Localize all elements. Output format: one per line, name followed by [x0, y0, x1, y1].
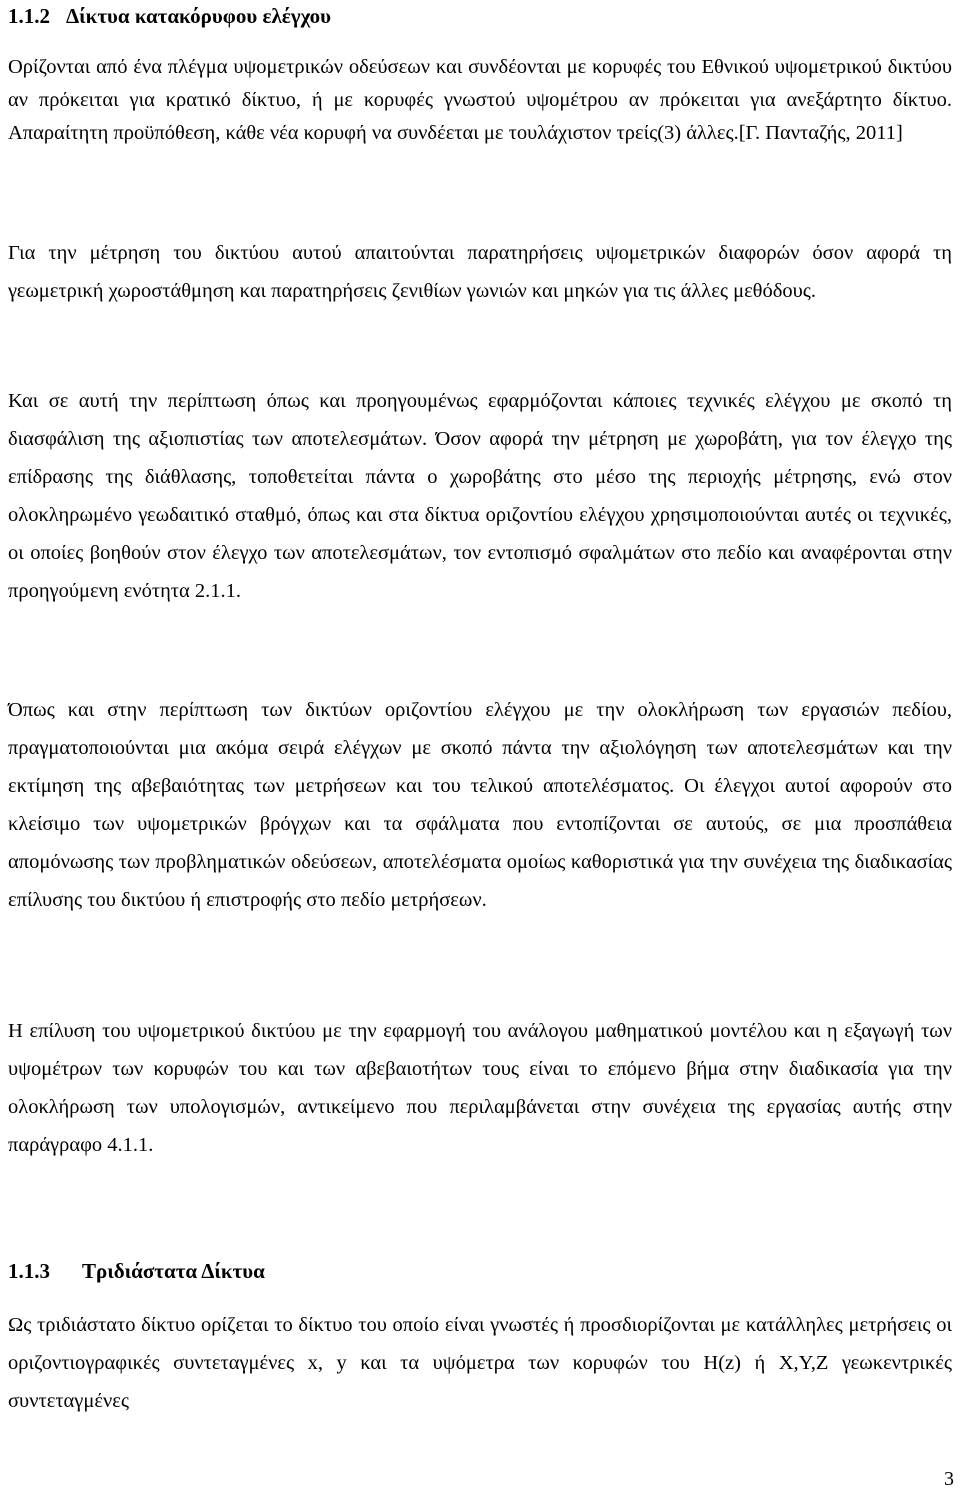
- section-title: Τριδιάστατα Δίκτυα: [82, 1259, 265, 1283]
- section-heading-1-1-2: [8, 2, 331, 30]
- paragraph-adjustment: Η επίλυση του υψομετρικού δικτύου με την εφαρμογή του ανάλογου μαθηματικού μοντέλου και η εξαγωγή των υψομέτρων των κορυφών του και των αβεβαιοτήτων τους είναι το επόμενο βήμα στην διαδικασία για την ολοκλήρωση των υπολογισμών, αντικείμενο που περιλαμβάνεται στην συνέχεια της εργασίας αυτής στην παράγραφο 4.1.1.: [8, 1020, 952, 1156]
- paragraph-measurements: Για την μέτρηση του δικτύου αυτού απαιτούνται παρατηρήσεις υψομετρικών διαφορών όσον αφορά τη γεωμετρική χωροστάθμηση και παρατηρήσεις ζενιθίων γωνιών και μηκών για τις άλλες μεθόδους.: [8, 242, 952, 302]
- section-heading-1-1-3: [8, 1257, 265, 1285]
- section-title: Δίκτυα κατακόρυφου ελέγχου: [66, 4, 332, 28]
- section-number: 1.1.2: [8, 4, 50, 28]
- paragraph-definition: Ορίζονται από ένα πλέγμα υψομετρικών οδεύσεων και συνδέονται με κορυφές του Εθνικού υψομετρικού δικτύου αν πρόκειται για κρατικό δίκτυο, ή με κορυφές γνωστού υψομέτρου αν πρόκειται για ανεξάρτητο δίκτυο. Απαραίτητη προϋπόθεση, κάθε νέα κορυφή να συνδέεται με τουλάχιστον τρείς(3) άλλες.[Γ. Πανταζής, 2011]: [8, 56, 952, 144]
- paragraph-3d-network: Ως τριδιάστατο δίκτυο ορίζεται το δίκτυο του οποίο είναι γνωστές ή προσδιορίζονται με κατάλληλες μετρήσεις οι οριζοντιογραφικές συντεταγμένες x, y και τα υψόμετρα των κορυφών του H(z) ή X,Y,Z γεωκεντρικές συντεταγμένες: [8, 1314, 952, 1412]
- paragraph-checks: Όπως και στην περίπτωση των δικτύων οριζοντίου ελέγχου με την ολοκλήρωση των εργασιών πεδίου, πραγματοποιούνται μια ακόμα σειρά ελέγχων με σκοπό πάντα την αξιολόγηση των αποτελεσμάτων και την εκτίμηση της αβεβαιότητας των μετρήσεων και του τελικού αποτελέσματος. Οι έλεγχοι αυτοί αφορούν στο κλείσιμο των υψομετρικών βρόγχων και τα σφάλματα που εντοπίζονται σε αυτούς, σε μια προσπάθεια απομόνωσης των προβληματικών οδεύσεων, αποτελέσματα ομοίως καθοριστικά για την συνέχεια της διαδικασίας επίλυσης του δικτύου ή επιστροφής στο πεδίο μετρήσεων.: [8, 699, 952, 911]
- paragraph-techniques: Και σε αυτή την περίπτωση όπως και προηγουμένως εφαρμόζονται κάποιες τεχνικές ελέγχου με σκοπό τη διασφάλιση της αξιοπιστίας των αποτελεσμάτων. Όσον αφορά την μέτρηση με χωροβάτη, για τον έλεγχο της επίδρασης της διάθλασης, τοποθετείται πάντα ο χωροβάτης στο μέσο της περιοχής μέτρησης, ενώ στον ολοκληρωμένο γεωδαιτικό σταθμό, όπως και στα δίκτυα οριζοντίου ελέγχου χρησιμοποιούνται αυτές οι τεχνικές, οι οποίες βοηθούν στον έλεγχο των αποτελεσμάτων, τον εντοπισμό σφαλμάτων στο πεδίο και αναφέρονται στην προηγούμενη ενότητα 2.1.1.: [8, 390, 952, 602]
- page-number: 3: [944, 1468, 954, 1490]
- section-number: 1.1.3: [8, 1259, 50, 1283]
